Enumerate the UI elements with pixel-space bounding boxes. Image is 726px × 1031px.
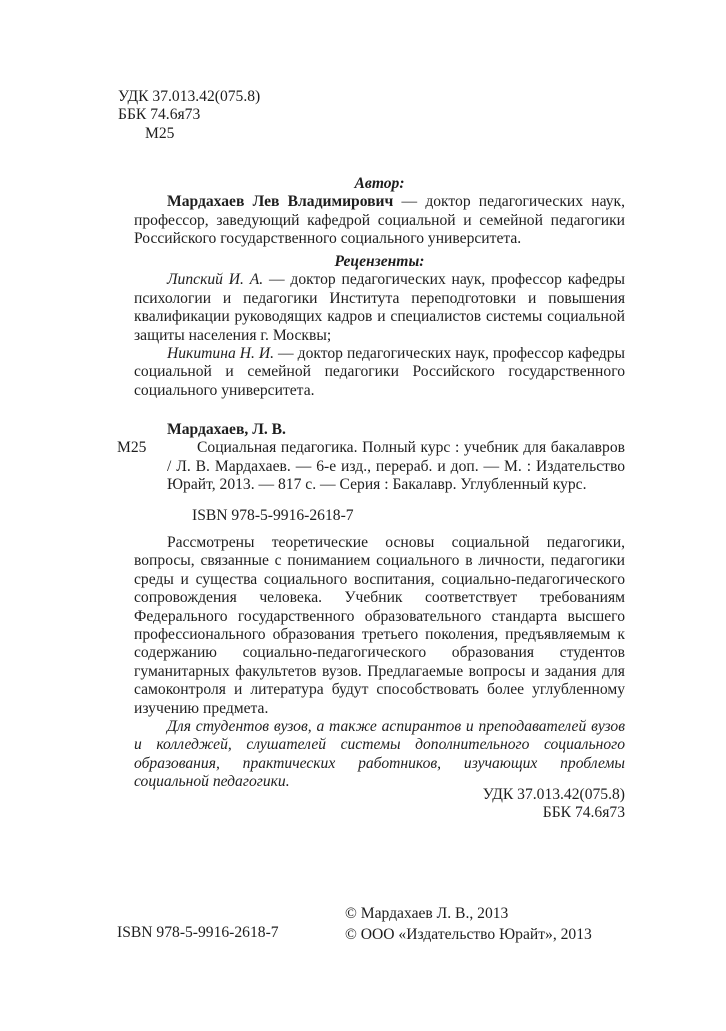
reviewer-paragraph [134, 271, 625, 345]
reviewer-description: — доктор педагогических наук, профессор кафедры психологии и педагогики Института переподготовки и повышения квалификации руководящих кадров и специалистов системы социальной защиты населения г. Москвы; [134, 271, 625, 344]
copyright-block [345, 903, 592, 945]
biblio-code: М25 [117, 439, 147, 457]
biblio-description: Социальная педагогика. Полный курс : учебник для бакалавров / Л. В. Мардахаев. — 6-е изд., перераб. и доп. — М. : Издательство Юрайт, 2013. — 817 с. — Серия : Бакалавр. Углубленный курс. [167, 439, 625, 494]
author-paragraph [134, 193, 625, 248]
reviewer-description: — доктор педагогических наук, профессор кафедры социальной и семейной педагогики Российского государственного социального университета. [134, 345, 626, 399]
biblio-author-heading: Мардахаев, Л. В. [167, 421, 286, 438]
classification-top-block [118, 88, 260, 143]
annotation-block [134, 534, 625, 792]
copyright-author-line: © Мардахаев Л. В., 2013 [345, 905, 509, 922]
annotation-audience: Для студентов вузов, а также аспирантов и преподавателей вузов и колледжей, слушателей системы дополнительного социального образования, практических работников, изучающих проблемы социальной педагогики. [134, 718, 625, 791]
reviewers-heading: Рецензенты: [334, 253, 425, 270]
reviewer-name: Никитина Н. И. [167, 345, 275, 363]
author-description: — доктор педагогических наук, профессор, заведующий кафедрой социальной и семейной педагогики Российского государственного социального университета. [134, 193, 625, 248]
isbn-footer: ISBN 978-5-9916-2618-7 [117, 924, 279, 941]
bibliographic-record [117, 421, 625, 495]
bbk-bottom: ББК 74.6я73 [542, 804, 625, 822]
author-sign-code-top: М25 [145, 124, 175, 142]
annotation-summary: Рассмотрены теоретические основы социальной педагогики, вопросы, связанные с пониманием социального в личности, педагогики среды и существа социального воспитания, социально-педагогического сопровождения человека. Учебник соответствует требованиям Федерального государственного образовательного стандарта высшего профессионального образования третьего поколения, предъявляемым к содержанию социально-педагогического образования студентов гуманитарных факультетов вузов. Предлагаемые вопросы и задания для самоконтроля и литература будут способствовать более углубленному изучению предмета. [134, 534, 625, 717]
udk-bottom: УДК 37.013.42(075.8) [482, 786, 625, 803]
author-name: Мардахаев Лев Владимирович [167, 193, 394, 211]
reviewer-name: Липский И. А. [167, 271, 264, 289]
classification-bottom-block [483, 786, 625, 823]
bbk-top: ББК 74.6я73 [118, 106, 201, 124]
author-section [134, 175, 625, 249]
reviewers-section [134, 253, 625, 400]
reviewer-paragraph [134, 345, 625, 400]
udk-top: УДК 37.013.42(075.8) [118, 88, 261, 105]
copyright-publisher-line: © ООО «Издательство Юрайт», 2013 [345, 926, 592, 943]
author-heading: Автор: [354, 175, 405, 192]
isbn-middle: ISBN 978-5-9916-2618-7 [192, 507, 354, 524]
